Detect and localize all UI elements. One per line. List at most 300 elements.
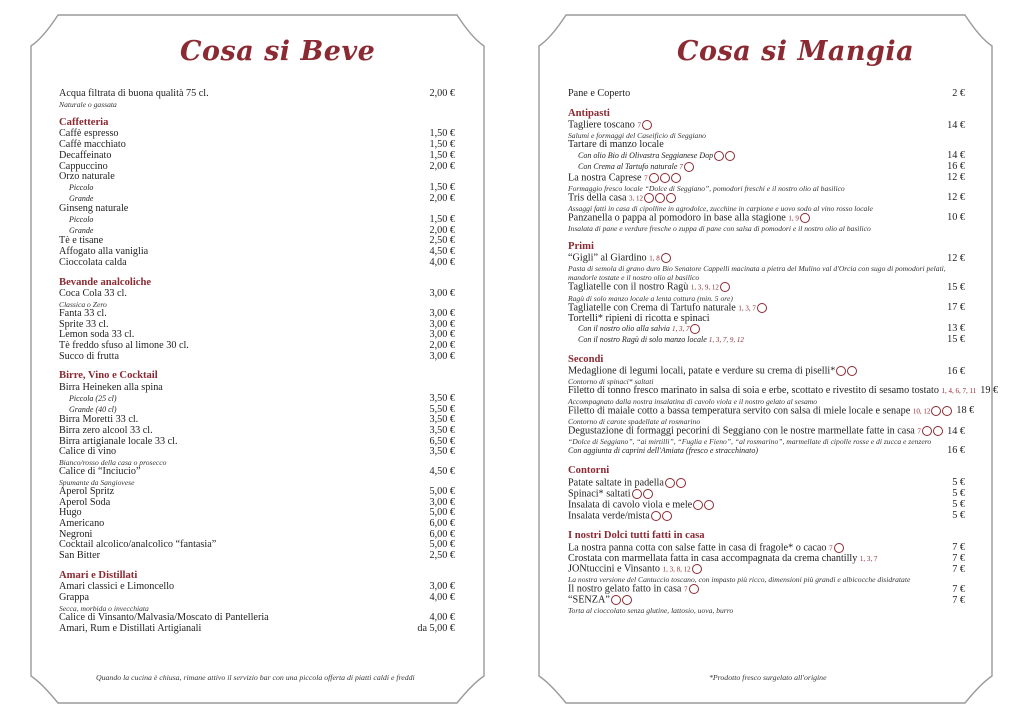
- item-price: 14 €: [947, 150, 965, 162]
- menu-item: [59, 183, 455, 194]
- section-contorni: Contorni: [568, 464, 610, 476]
- item-name-text: Birra zero alcool 33 cl.: [59, 424, 153, 436]
- dietary-badge-icon: [725, 151, 735, 161]
- item-price: 12 €: [947, 171, 965, 183]
- item-price: 6,00 €: [429, 517, 455, 529]
- item-price: 5,00 €: [429, 539, 455, 551]
- item-price: 4,50 €: [429, 466, 455, 478]
- item-name-text: Sprite 33 cl.: [59, 318, 109, 330]
- item-price: 2 €: [952, 88, 965, 99]
- item-price: 5,00 €: [429, 507, 455, 519]
- item-name-text: Patate saltate in padella: [568, 476, 664, 488]
- menu-item: [59, 593, 455, 604]
- dietary-badge-icon: [676, 478, 686, 488]
- item-name-text: Aperol Soda: [59, 496, 111, 508]
- item-name: [59, 593, 89, 604]
- allergen-codes: 10, 12: [912, 407, 931, 416]
- menu-item: [59, 204, 455, 215]
- item-name-text: Tagliere toscano: [568, 119, 635, 131]
- item-name-text: Orzo naturale: [59, 171, 115, 183]
- dietary-badge-icon: [757, 303, 767, 313]
- item-description: “Dolce di Seggiano”, “ai mirtilli”, “Fuglia e Fieno”, “al rosmarino”, marmellate di cipolle rosse e di zucca e zenzero: [568, 437, 932, 447]
- item-name: [568, 426, 943, 437]
- menu-item: [568, 511, 965, 522]
- item-description: Accompagnato dalla nostra insalatina di cavolo viola e il nostro gelato al sesamo: [568, 397, 818, 407]
- item-name-text: La nostra panna cotta con salse fatte in casa di fragole* o cacao: [568, 541, 827, 553]
- dietary-badge-icon: [704, 500, 714, 510]
- item-price: 6,00 €: [429, 528, 455, 540]
- item-name: [568, 564, 702, 575]
- item-name-text: “Gigli” al Giardino: [568, 252, 647, 264]
- drinks-footer-note: Quando la cucina è chiusa, rimane attivo il servizio bar con una piccola offerta di piatti caldi e freddi: [96, 673, 415, 682]
- item-name-text: Grappa: [59, 592, 89, 604]
- item-price: 7 €: [952, 583, 965, 595]
- item-price: 3,50 €: [429, 414, 455, 426]
- contorni-list: [568, 478, 965, 522]
- item-description: Torta al cioccolato senza glutine, lattosio, uova, burro: [568, 606, 734, 616]
- item-price: 12 €: [947, 191, 965, 203]
- item-name: [568, 406, 952, 417]
- item-name: [568, 511, 672, 522]
- dietary-badge-icon: [622, 595, 632, 605]
- item-name: [568, 489, 653, 500]
- item-price: 19 €: [980, 385, 999, 397]
- section-caffetteria: Caffetteria: [59, 116, 109, 128]
- dietary-badge-icon: [714, 151, 724, 161]
- item-name-text: Grande (40 cl): [69, 404, 117, 414]
- item-name-text: Cappuccino: [59, 160, 108, 172]
- item-name: [568, 89, 630, 100]
- item-price: 2,00 €: [429, 192, 455, 204]
- item-name-text: Hugo: [59, 507, 82, 519]
- menu-item: [568, 173, 965, 184]
- section-dolci: I nostri Dolci tutti fatti in casa: [568, 529, 705, 541]
- menu-item: [568, 500, 965, 511]
- allergen-codes: 7: [829, 543, 833, 552]
- item-price: 14 €: [947, 119, 965, 131]
- item-price: 5 €: [952, 510, 965, 522]
- dietary-badge-icon: [662, 511, 672, 521]
- menu-item: [59, 162, 455, 173]
- item-price: 2,00 €: [429, 340, 455, 352]
- menu-item: [568, 324, 965, 335]
- item-price: 2,50 €: [429, 235, 455, 247]
- menu-item: [59, 519, 455, 530]
- dietary-badge-icon: [800, 213, 810, 223]
- allergen-codes: 3, 12: [629, 193, 644, 202]
- item-name-text: Insalata di cavolo viola e mele: [568, 499, 693, 511]
- item-description: Pasta di semola di grano duro Bio Senatore Cappelli macinata a pietra del Mulino val d'Orcia con sugo di pomodori pelati, mandorle tostate e il nostro olio al basilico: [568, 264, 946, 283]
- item-name-text: Lemon soda 33 cl.: [59, 329, 135, 341]
- item-price: 4,00 €: [429, 256, 455, 268]
- menu-item: [568, 151, 965, 162]
- item-price: 3,00 €: [429, 288, 455, 300]
- item-price: 3,00 €: [429, 329, 455, 341]
- item-name: [568, 500, 714, 511]
- item-price: 4,00 €: [429, 592, 455, 604]
- item-price: 1,50 €: [429, 214, 455, 226]
- dietary-badge-icon: [836, 366, 846, 376]
- item-name: [59, 289, 127, 300]
- menu-item: [568, 595, 965, 606]
- menu-item: [59, 89, 455, 100]
- item-name: [59, 258, 127, 269]
- allergen-codes: 1, 3, 7: [671, 325, 690, 334]
- dietary-badge-icon: [642, 120, 652, 130]
- item-name-text: Amari classici e Limoncello: [59, 581, 175, 593]
- menu-item: [568, 385, 999, 397]
- section-amari: Amari e Distillati: [59, 569, 138, 581]
- menu-item: [59, 540, 455, 551]
- dietary-badge-icon: [666, 193, 676, 203]
- menu-item: [568, 446, 965, 457]
- item-price: 14 €: [947, 425, 965, 437]
- allergen-codes: 1, 3, 7, 9, 12: [708, 335, 744, 344]
- item-name-text: Con il nostro olio alla salvia: [578, 324, 670, 334]
- analcoliche-list: [59, 289, 455, 362]
- item-name-text: Calice di vino: [59, 446, 117, 458]
- drinks-menu: [59, 89, 455, 634]
- menu-item: [59, 289, 455, 300]
- item-name-text: Coca Cola 33 cl.: [59, 288, 127, 300]
- item-name-text: Birra artigianale locale 33 cl.: [59, 435, 178, 447]
- item-name-text: Insalata verde/mista: [568, 510, 650, 522]
- item-price: 3,00 €: [429, 350, 455, 362]
- dietary-badge-icon: [689, 584, 699, 594]
- menu-item: [59, 151, 455, 162]
- item-price: 3,00 €: [429, 307, 455, 319]
- dolci-list: [568, 543, 965, 616]
- item-name: [59, 624, 201, 635]
- item-description: Ragù di solo manzo locale a lenta cottura (min. 5 ore): [568, 293, 733, 303]
- dietary-badge-icon: [661, 253, 671, 263]
- item-name-text: Birra Heineken alla spina: [59, 382, 163, 394]
- item-price: 15 €: [947, 281, 965, 293]
- item-name-text: Filetto di tonno fresco marinato in salsa di soia e erbe, scottato e rivestito di sesamo tostato: [568, 385, 939, 397]
- dietary-badge-icon: [684, 162, 694, 172]
- item-name-text: Succo di frutta: [59, 350, 119, 362]
- item-name-text: Con Crema al Tartufo naturale: [578, 161, 678, 171]
- item-price: 16 €: [947, 445, 965, 457]
- item-name-text: Il nostro gelato fatto in casa: [568, 583, 682, 595]
- item-name-text: Con olio Bio di Olivastra Seggianese Dop: [578, 151, 714, 161]
- menu-item: [59, 447, 455, 458]
- dietary-badge-icon: [720, 282, 730, 292]
- item-name: [568, 282, 730, 293]
- item-name-text: Tagliatelle con Crema di Tartufo naturale: [568, 301, 736, 313]
- menu-item: [568, 314, 965, 325]
- coperto-section: [568, 89, 965, 100]
- item-name-text: Cioccolata calda: [59, 256, 127, 268]
- dietary-badge-icon: [671, 173, 681, 183]
- item-name: [59, 183, 93, 194]
- item-name: [568, 140, 664, 151]
- menu-item: [59, 215, 455, 226]
- dietary-badge-icon: [933, 426, 943, 436]
- allergen-codes: 7: [679, 162, 683, 171]
- section-analcoliche: Bevande analcoliche: [59, 276, 152, 288]
- item-name-text: Piccolo: [69, 215, 94, 225]
- item-price: 13 €: [947, 323, 965, 335]
- item-description: Secca, morbida o invecchiata: [59, 603, 149, 613]
- item-price: 1,50 €: [429, 128, 455, 140]
- item-price: 3,50 €: [429, 446, 455, 458]
- item-name-text: Tè e tisane: [59, 235, 104, 247]
- item-name: [59, 394, 117, 405]
- item-name: [568, 120, 652, 131]
- menu-item: [568, 213, 965, 224]
- item-name: [568, 324, 700, 335]
- item-name-text: Grande: [69, 225, 94, 235]
- item-description: Bianco/rosso della casa o prosecco: [59, 458, 167, 468]
- dietary-badge-icon: [847, 366, 857, 376]
- item-name-text: Affogato alla vaniglia: [59, 246, 149, 258]
- item-name: [59, 447, 116, 458]
- item-price: 7 €: [952, 541, 965, 553]
- menu-item: [59, 309, 455, 320]
- food-title: Cosa si Mangia: [677, 36, 915, 67]
- item-name-text: Amari, Rum e Distillati Artigianali: [59, 622, 202, 634]
- allergen-codes: 7: [637, 121, 641, 130]
- item-name-text: Tortelli* ripieni di ricotta e spinaci: [568, 312, 710, 324]
- allergen-codes: 1, 8: [649, 254, 660, 263]
- item-price: 1,50 €: [429, 181, 455, 193]
- dietary-badge-icon: [692, 564, 702, 574]
- item-description: Classica o Zero: [59, 299, 107, 309]
- item-name-text: Negroni: [59, 528, 93, 540]
- item-price: 3,50 €: [429, 392, 455, 404]
- menu-item: [568, 282, 965, 293]
- dietary-badge-icon: [942, 406, 952, 416]
- item-name-text: Tris della casa: [568, 191, 627, 203]
- dietary-badge-icon: [690, 324, 700, 334]
- menu-item: [59, 383, 455, 394]
- item-price: 12 €: [947, 252, 965, 264]
- item-name: [59, 215, 93, 226]
- dietary-badge-icon: [651, 511, 661, 521]
- item-name: [568, 314, 710, 325]
- menu-item: [568, 89, 965, 100]
- allergen-codes: 1, 3, 9, 12: [690, 283, 719, 292]
- item-name-text: Con aggiunta di caprini dell'Amiata (fresco e stracchinato): [568, 446, 759, 456]
- food-menu: [568, 88, 999, 616]
- item-name-text: Decaffeinato: [59, 149, 112, 161]
- item-description: Salumi e formaggi del Caseificio di Seggiano: [568, 131, 706, 141]
- allergen-codes: 1, 4, 6, 7, 11: [941, 387, 977, 396]
- item-name-text: Degustazione di formaggi pecorini di Seggiano con le nostre marmellate fatte in casa: [568, 425, 915, 437]
- water-section: [59, 89, 455, 109]
- dietary-badge-icon: [611, 595, 621, 605]
- item-name-text: Tagliatelle con il nostro Ragù: [568, 281, 689, 293]
- item-price: 2,50 €: [429, 550, 455, 562]
- item-name: [59, 551, 100, 562]
- item-name: [59, 89, 209, 100]
- dietary-badge-icon: [693, 500, 703, 510]
- dietary-badge-icon: [644, 193, 654, 203]
- menu-item: [568, 335, 965, 346]
- dietary-badge-icon: [660, 173, 670, 183]
- item-name: [59, 383, 163, 394]
- item-price: 3,00 €: [429, 318, 455, 330]
- item-price: 7 €: [952, 563, 965, 575]
- menu-item: [568, 489, 965, 500]
- menu-item: [568, 193, 965, 204]
- menu-item: [59, 226, 455, 237]
- menu-item: [568, 426, 965, 437]
- item-name-text: Ginseng naturale: [59, 203, 129, 215]
- menu-item: [59, 624, 455, 635]
- item-price: da 5,00 €: [417, 622, 455, 634]
- primi-list: [568, 253, 965, 345]
- item-name-text: Caffè macchiato: [59, 139, 126, 151]
- allergen-codes: 7: [644, 173, 648, 182]
- menu-item: [59, 487, 455, 498]
- dietary-badge-icon: [922, 426, 932, 436]
- allergen-codes: 1, 9: [788, 214, 799, 222]
- amari-list: [59, 582, 455, 634]
- item-price: 17 €: [947, 301, 965, 313]
- item-name: [568, 366, 857, 377]
- menu-item: [59, 467, 455, 478]
- item-name-text: Calice di “Inciucio”: [59, 466, 141, 478]
- menu-item: [59, 437, 455, 448]
- item-name: [568, 595, 632, 606]
- allergen-codes: 1, 3, 7: [859, 554, 878, 563]
- dietary-badge-icon: [834, 543, 844, 553]
- item-price: 16 €: [947, 365, 965, 377]
- item-name: [568, 478, 686, 489]
- allergen-codes: 7: [917, 427, 921, 436]
- item-name: [568, 446, 758, 457]
- antipasti-list: [568, 120, 965, 232]
- item-price: 16 €: [947, 160, 965, 172]
- item-name: [568, 584, 699, 595]
- drinks-title: Cosa si Beve: [180, 36, 376, 67]
- item-description: Spumante da Sangiovese: [59, 477, 135, 487]
- section-birre: Birre, Vino e Cocktail: [59, 370, 158, 382]
- item-description: La nostra versione del Cantuccio toscano, con impasto più ricco, dimensioni più grandi e albicocche disidratate: [568, 575, 911, 585]
- menu-item: [59, 394, 455, 405]
- item-description: Contorno di carote spadellate al rosmarino: [568, 417, 701, 427]
- item-price: 3,00 €: [429, 581, 455, 593]
- menu-item: [59, 352, 455, 363]
- item-name-text: Fanta 33 cl.: [59, 307, 107, 319]
- section-secondi: Secondi: [568, 353, 604, 365]
- item-price: 5 €: [952, 488, 965, 499]
- item-name-text: Americano: [59, 517, 105, 529]
- menu-item: [568, 253, 965, 264]
- item-name-text: Crostata con marmellata fatta in casa accompagnata da crema chantilly: [568, 552, 858, 564]
- item-name: [59, 204, 128, 215]
- item-name: [59, 172, 115, 183]
- dietary-badge-icon: [649, 173, 659, 183]
- item-name: [568, 151, 735, 162]
- dietary-badge-icon: [632, 489, 642, 499]
- item-description: Insalata di pane e verdure fresche o zuppa di pane con salsa di pomodori e il nostro olio al basilico: [568, 223, 871, 233]
- item-price: 7 €: [952, 552, 965, 564]
- item-name-text: Tartare di manzo locale: [568, 139, 664, 151]
- item-price: 4,00 €: [429, 611, 455, 623]
- menu-item: [59, 258, 455, 269]
- menu-item: [59, 551, 455, 562]
- item-name-text: JONtuccini e Vinsanto: [568, 563, 661, 575]
- item-description: Assaggi fatti in casa di cipolline in agrodolce, zucchine in carpione e uovo sodo al vino rosso locale: [568, 203, 873, 213]
- item-name-text: Pane e Coperto: [568, 88, 631, 99]
- menu-item: [568, 120, 965, 131]
- menu-item: [568, 584, 965, 595]
- menu-item: [568, 366, 965, 377]
- item-price: 2,00 €: [429, 160, 455, 172]
- birre-list: [59, 383, 455, 562]
- item-description: Contorno di spinaci* saltati: [568, 377, 654, 387]
- item-name-text: Piccolo: [69, 182, 94, 192]
- item-name: [568, 193, 676, 204]
- item-name-text: Birra Moretti 33 cl.: [59, 414, 139, 426]
- section-antipasti: Antipasti: [568, 107, 610, 119]
- item-name-text: Piccola (25 cl): [69, 393, 117, 403]
- dietary-badge-icon: [665, 478, 675, 488]
- item-description: Naturale o gassata: [59, 99, 117, 109]
- item-price: 2,00 €: [429, 88, 455, 99]
- allergen-codes: 1, 3, 8, 12: [662, 565, 691, 574]
- item-name-text: Spinaci* saltati: [568, 488, 631, 499]
- item-name: [59, 352, 119, 363]
- item-price: 5,50 €: [429, 403, 455, 415]
- menu-item: [59, 498, 455, 509]
- item-price: 5,00 €: [429, 485, 455, 497]
- item-name-text: Acqua filtrata di buona qualità 75 cl.: [59, 88, 209, 99]
- item-name-text: Grande: [69, 193, 94, 203]
- item-name: [568, 213, 810, 224]
- item-name: [568, 173, 681, 184]
- menu-item: [568, 140, 965, 151]
- menu-item: [59, 582, 455, 593]
- menu-item: [568, 564, 965, 575]
- item-price: 10 €: [947, 212, 965, 223]
- food-footer-note: *Prodotto fresco surgelato all'origine: [709, 673, 827, 682]
- menu-item: [568, 478, 965, 489]
- item-price: 5 €: [952, 476, 965, 488]
- item-price: 6,50 €: [429, 435, 455, 447]
- item-name: [568, 335, 744, 346]
- item-price: 15 €: [947, 333, 965, 345]
- menu-item: [59, 140, 455, 151]
- item-name: [568, 253, 671, 264]
- dietary-badge-icon: [655, 193, 665, 203]
- item-name-text: Tè freddo sfuso al limone 30 cl.: [59, 340, 189, 352]
- secondi-list: [568, 365, 999, 457]
- dietary-badge-icon: [643, 489, 653, 499]
- item-name-text: San Bitter: [59, 550, 101, 562]
- item-name-text: “SENZA”: [568, 594, 610, 606]
- item-name-text: Con il nostro Ragù di solo manzo locale: [578, 334, 707, 344]
- item-price: 5 €: [952, 499, 965, 511]
- item-price: 18 €: [956, 405, 975, 417]
- item-name-text: La nostra Caprese: [568, 171, 642, 183]
- section-primi: Primi: [568, 240, 594, 252]
- item-name-text: Medaglione di legumi locali, patate e verdure su crema di piselli*: [568, 365, 836, 377]
- item-name-text: Panzanella o pappa al pomodoro in base alla stagione: [568, 212, 786, 223]
- allergen-codes: 7: [684, 585, 688, 594]
- caffetteria-list: [59, 129, 455, 268]
- item-price: 7 €: [952, 594, 965, 606]
- allergen-codes: 1, 3, 7: [738, 303, 756, 312]
- item-price: 2,00 €: [429, 224, 455, 236]
- item-price: 4,50 €: [429, 246, 455, 258]
- item-price: 3,00 €: [429, 496, 455, 508]
- item-name-text: Calice di Vinsanto/Malvasia/Moscato di Pantelleria: [59, 611, 269, 623]
- menu-item: [59, 508, 455, 519]
